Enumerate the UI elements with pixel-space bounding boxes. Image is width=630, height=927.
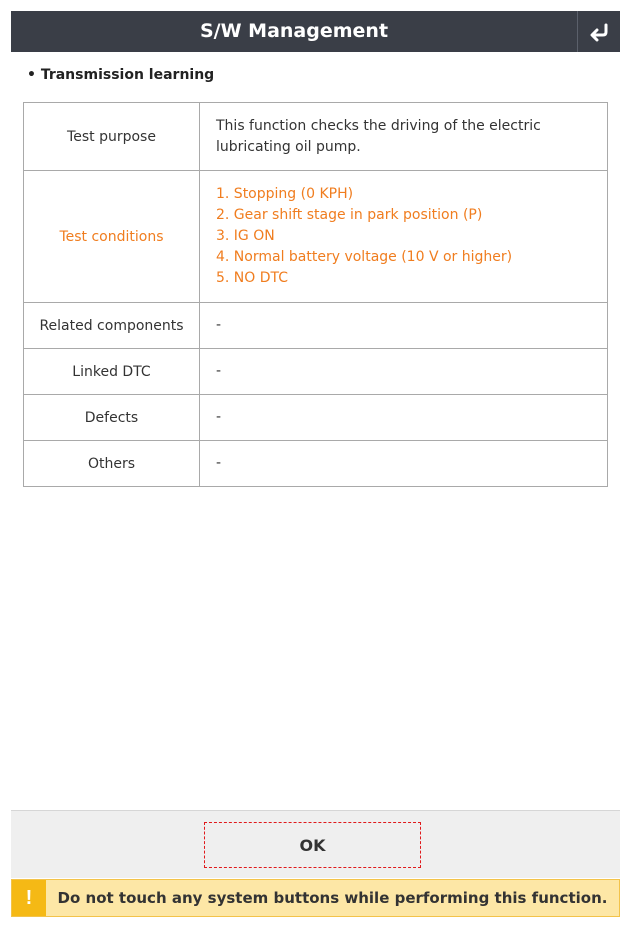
info-table xyxy=(23,102,608,487)
ok-button[interactable]: OK xyxy=(204,822,421,868)
condition-item: 4. Normal battery voltage (10 V or higher) xyxy=(216,249,513,265)
return-arrow-icon xyxy=(588,22,610,42)
condition-item: 1. Stopping (0 KPH) xyxy=(216,186,354,202)
table-row-related-components xyxy=(24,303,608,349)
conditions-list xyxy=(200,171,608,303)
page-title: S/W Management xyxy=(199,20,389,42)
row-label: Linked DTC xyxy=(24,349,200,395)
warning-banner xyxy=(11,879,620,917)
condition-item: 2. Gear shift stage in park position (P) xyxy=(216,207,483,223)
table-row-defects xyxy=(24,395,608,441)
row-value: - xyxy=(200,349,608,395)
row-label: Others xyxy=(24,441,200,487)
row-value: This function checks the driving of the electric lubricating oil pump. xyxy=(200,103,608,171)
row-value: - xyxy=(200,303,608,349)
row-label: Test purpose xyxy=(24,103,200,171)
row-label: Related components xyxy=(24,303,200,349)
table-row-others xyxy=(24,441,608,487)
condition-item: 5. NO DTC xyxy=(216,270,289,286)
warning-text: Do not touch any system buttons while performing this function. xyxy=(57,889,608,907)
condition-item: 3. IG ON xyxy=(216,228,275,244)
back-button[interactable] xyxy=(578,11,620,52)
row-label: Test conditions xyxy=(24,171,200,303)
table-row-conditions xyxy=(24,171,608,303)
row-label: Defects xyxy=(24,395,200,441)
table-row-linked-dtc xyxy=(24,349,608,395)
row-value: - xyxy=(200,395,608,441)
row-value: - xyxy=(200,441,608,487)
table-row-purpose xyxy=(24,103,608,171)
warning-icon: ! xyxy=(12,880,46,916)
section-title: • Transmission learning xyxy=(27,67,215,83)
title-bar xyxy=(11,11,620,52)
